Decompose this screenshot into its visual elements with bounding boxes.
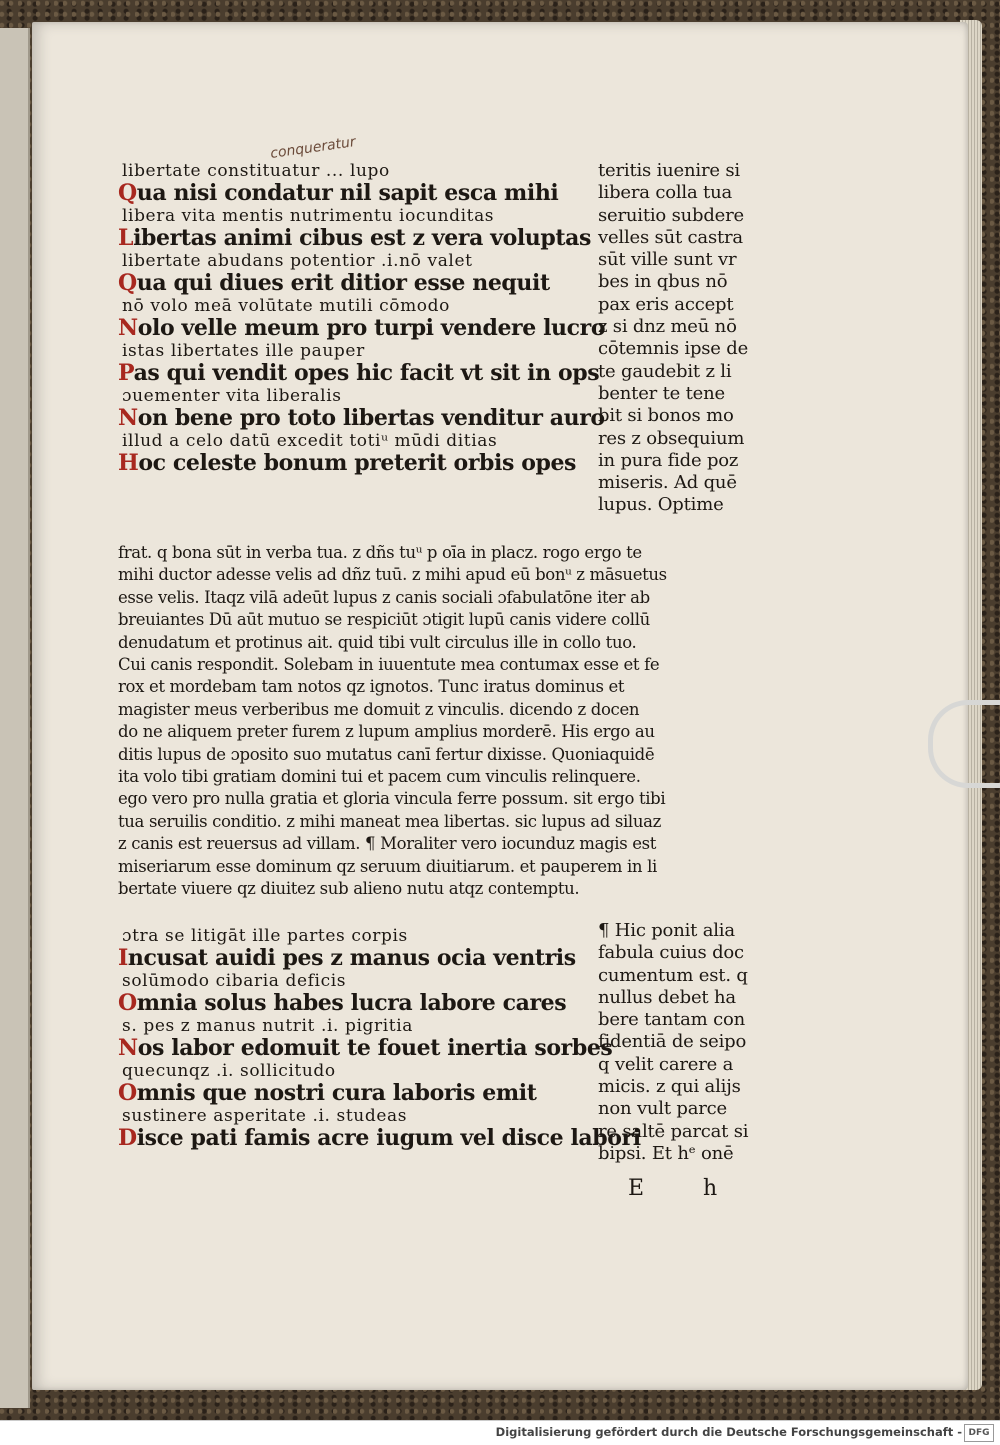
prose-line: do ne aliquem preter furem z lupum amplius morderē. His ergo au <box>118 722 655 742</box>
footer-credit: Digitalisierung gefördert durch die Deutsche Forschungsgemeinschaft - <box>495 1425 962 1439</box>
commentary-line: sūt ville sunt vr <box>598 249 737 271</box>
rubricated-initial: Q <box>118 180 137 206</box>
commentary-line: te gaudebit z li <box>598 360 732 382</box>
commentary-line: velles sūt castra <box>598 226 743 248</box>
rubricated-initial: O <box>118 990 137 1016</box>
rubricated-initial: N <box>118 315 138 341</box>
verse-line: quecunqz .i. sollicitudo <box>122 1061 336 1081</box>
commentary-line: miseris. Ad quē <box>598 472 737 494</box>
prose-line: magister meus verberibus me domuit z vinculis. dicendo z docen <box>118 699 640 719</box>
verse-line: Qua nisi condatur nil sapit esca mihi <box>118 180 559 206</box>
rubricated-initial: N <box>118 405 138 431</box>
marginal-note: conqueratur <box>269 134 357 162</box>
commentary-line: bes in qbus nō <box>598 271 728 293</box>
prose-block <box>118 542 768 901</box>
commentary-line: teritis iuenire si <box>598 160 740 181</box>
prose-line: tua seruilis conditio. z mihi maneat mea libertas. sic lupus ad siluaz <box>118 811 661 831</box>
book-cover-edge <box>0 28 30 1408</box>
prose-line: Cui canis respondit. Solebam in iuuentute mea contumax esse et fe <box>118 655 660 675</box>
verse-line: Qua qui diues erit ditior esse nequit <box>118 270 550 296</box>
dfg-logo-icon: DFG <box>964 1424 994 1442</box>
rubricated-initial: H <box>118 450 139 476</box>
verse-line: Libertas animi cibus est z vera voluptas <box>118 225 591 251</box>
verse-line: Incusat auidi pes z manus ocia ventris <box>118 945 576 971</box>
commentary-line: non vult parce <box>598 1098 728 1120</box>
verse-line: Hoc celeste bonum preterit orbis opes <box>118 450 577 476</box>
commentary-line: nullus debet ha <box>598 986 736 1008</box>
verse-line: Disce pati famis acre iugum vel disce labori <box>118 1125 641 1151</box>
commentary-top <box>598 160 768 517</box>
rubricated-initial: D <box>118 1125 137 1151</box>
commentary-line: pax eris accept <box>598 293 734 315</box>
verse-line: illud a celo datū excedit totiᵘ mūdi ditias <box>122 431 498 451</box>
prose-line: ita volo tibi gratiam domini tui et pacem cum vinculis relinquere. <box>118 767 641 787</box>
verse-line: s. pes z manus nutrit .i. pigritia <box>122 1016 413 1036</box>
commentary-line: q velit carere a <box>598 1053 734 1075</box>
rubricated-initial: Q <box>118 270 137 296</box>
commentary-line: seruitio subdere <box>598 204 744 226</box>
prose-line: frat. q bona sūt in verba tua. z dñs tuᵘ p oīa in placz. rogo ergo te <box>118 543 642 562</box>
commentary-line: lupus. Optime <box>598 494 724 516</box>
rubricated-initial: N <box>118 1035 138 1061</box>
commentary-line: libera colla tua <box>598 182 732 204</box>
commentary-line: bere tantam con <box>598 1009 745 1031</box>
prose-line: miseriarum esse dominum qz seruum diuitiarum. et pauperem in li <box>118 856 657 876</box>
page-clip <box>928 700 1000 788</box>
verse-line: istas libertates ille pauper <box>122 341 365 361</box>
footer-bar <box>0 1420 1000 1445</box>
rubricated-initial: L <box>118 225 134 251</box>
verse-line: Omnia solus habes lucra labore cares <box>118 990 567 1016</box>
commentary-line: micis. z qui alijs <box>598 1076 741 1098</box>
commentary-line: fidentiā de seipo <box>598 1031 747 1053</box>
commentary-bottom <box>598 920 773 1165</box>
verse-line: sustinere asperitate .i. studeas <box>122 1106 408 1126</box>
verse-line: ɔuementer vita liberalis <box>122 386 342 406</box>
verse-line: nō volo meā volūtate mutili cōmodo <box>122 296 450 316</box>
verse-line: ɔtra se litigāt ille partes corpis <box>122 926 408 946</box>
commentary-line: res z obsequium <box>598 427 745 449</box>
commentary-line: benter te tene <box>598 382 725 404</box>
prose-line: ditis lupus de ɔposito suo mutatus canī fertur dixisse. Quoniaquidē <box>118 744 655 764</box>
commentary-line: bipsi. Et hᵉ onē <box>598 1142 734 1164</box>
prose-line: bertate viuere qz diuitez sub alieno nutu atqz contemptu. <box>118 879 580 899</box>
verse-line: Omnis que nostri cura laboris emit <box>118 1080 537 1106</box>
verse-line: solūmodo cibaria deficis <box>122 971 347 991</box>
rubricated-initial: P <box>118 360 134 386</box>
verse-line: Non bene pro toto libertas venditur auro <box>118 405 605 431</box>
commentary-line: re saltē parcat si <box>598 1120 749 1142</box>
prose-line: esse velis. Itaqz vilā adeūt lupus z canis sociali ɔfabulatōne iter ab <box>118 587 650 607</box>
commentary-line: in pura fide poz <box>598 449 739 471</box>
verse-line: libera vita mentis nutrimentu iocunditas <box>122 206 495 226</box>
prose-line: rox et mordebam tam notos qz ignotos. Tunc iratus dominus et <box>118 677 625 697</box>
prose-line: breuiantes Dū aūt mutuo se respiciūt ɔtigit lupū canis videre collū <box>118 610 650 630</box>
prose-line: mihi ductor adesse velis ad dñz tuū. z mihi apud eū bonᵘ z māsuetus <box>118 565 667 585</box>
verse-top <box>118 160 606 476</box>
verse-line: libertate abudans potentior .i.nō valet <box>122 251 473 271</box>
rubricated-initial: O <box>118 1080 137 1106</box>
prose-line: denudatum et protinus ait. quid tibi vult circulus ille in collo tuo. <box>118 632 637 652</box>
signature-mark: E h <box>628 1176 744 1201</box>
rubricated-initial: I <box>118 945 128 971</box>
verse-line: Nolo velle meum pro turpi vendere lucro <box>118 315 606 341</box>
prose-line: z canis est reuersus ad villam. ¶ Moraliter vero iocunduz magis est <box>118 834 657 854</box>
verse-line: Nos labor edomuit te fouet inertia sorbes <box>118 1035 613 1061</box>
commentary-line: z si dnz meū nō <box>598 316 737 338</box>
commentary-line: cōtemnis ipse de <box>598 338 749 360</box>
verse-bottom <box>118 925 641 1151</box>
prose-line: ego vero pro nulla gratia et gloria vincula ferre possum. sit ergo tibi <box>118 789 666 809</box>
verse-line: libertate constituatur ... lupo <box>122 161 390 181</box>
commentary-line: bit si bonos mo <box>598 405 734 427</box>
verse-line: Pas qui vendit opes hic facit vt sit in ops <box>118 360 600 386</box>
commentary-line: ¶ Hic ponit alia <box>598 920 735 941</box>
commentary-line: cumentum est. q <box>598 964 748 986</box>
commentary-line: fabula cuius doc <box>598 942 744 964</box>
